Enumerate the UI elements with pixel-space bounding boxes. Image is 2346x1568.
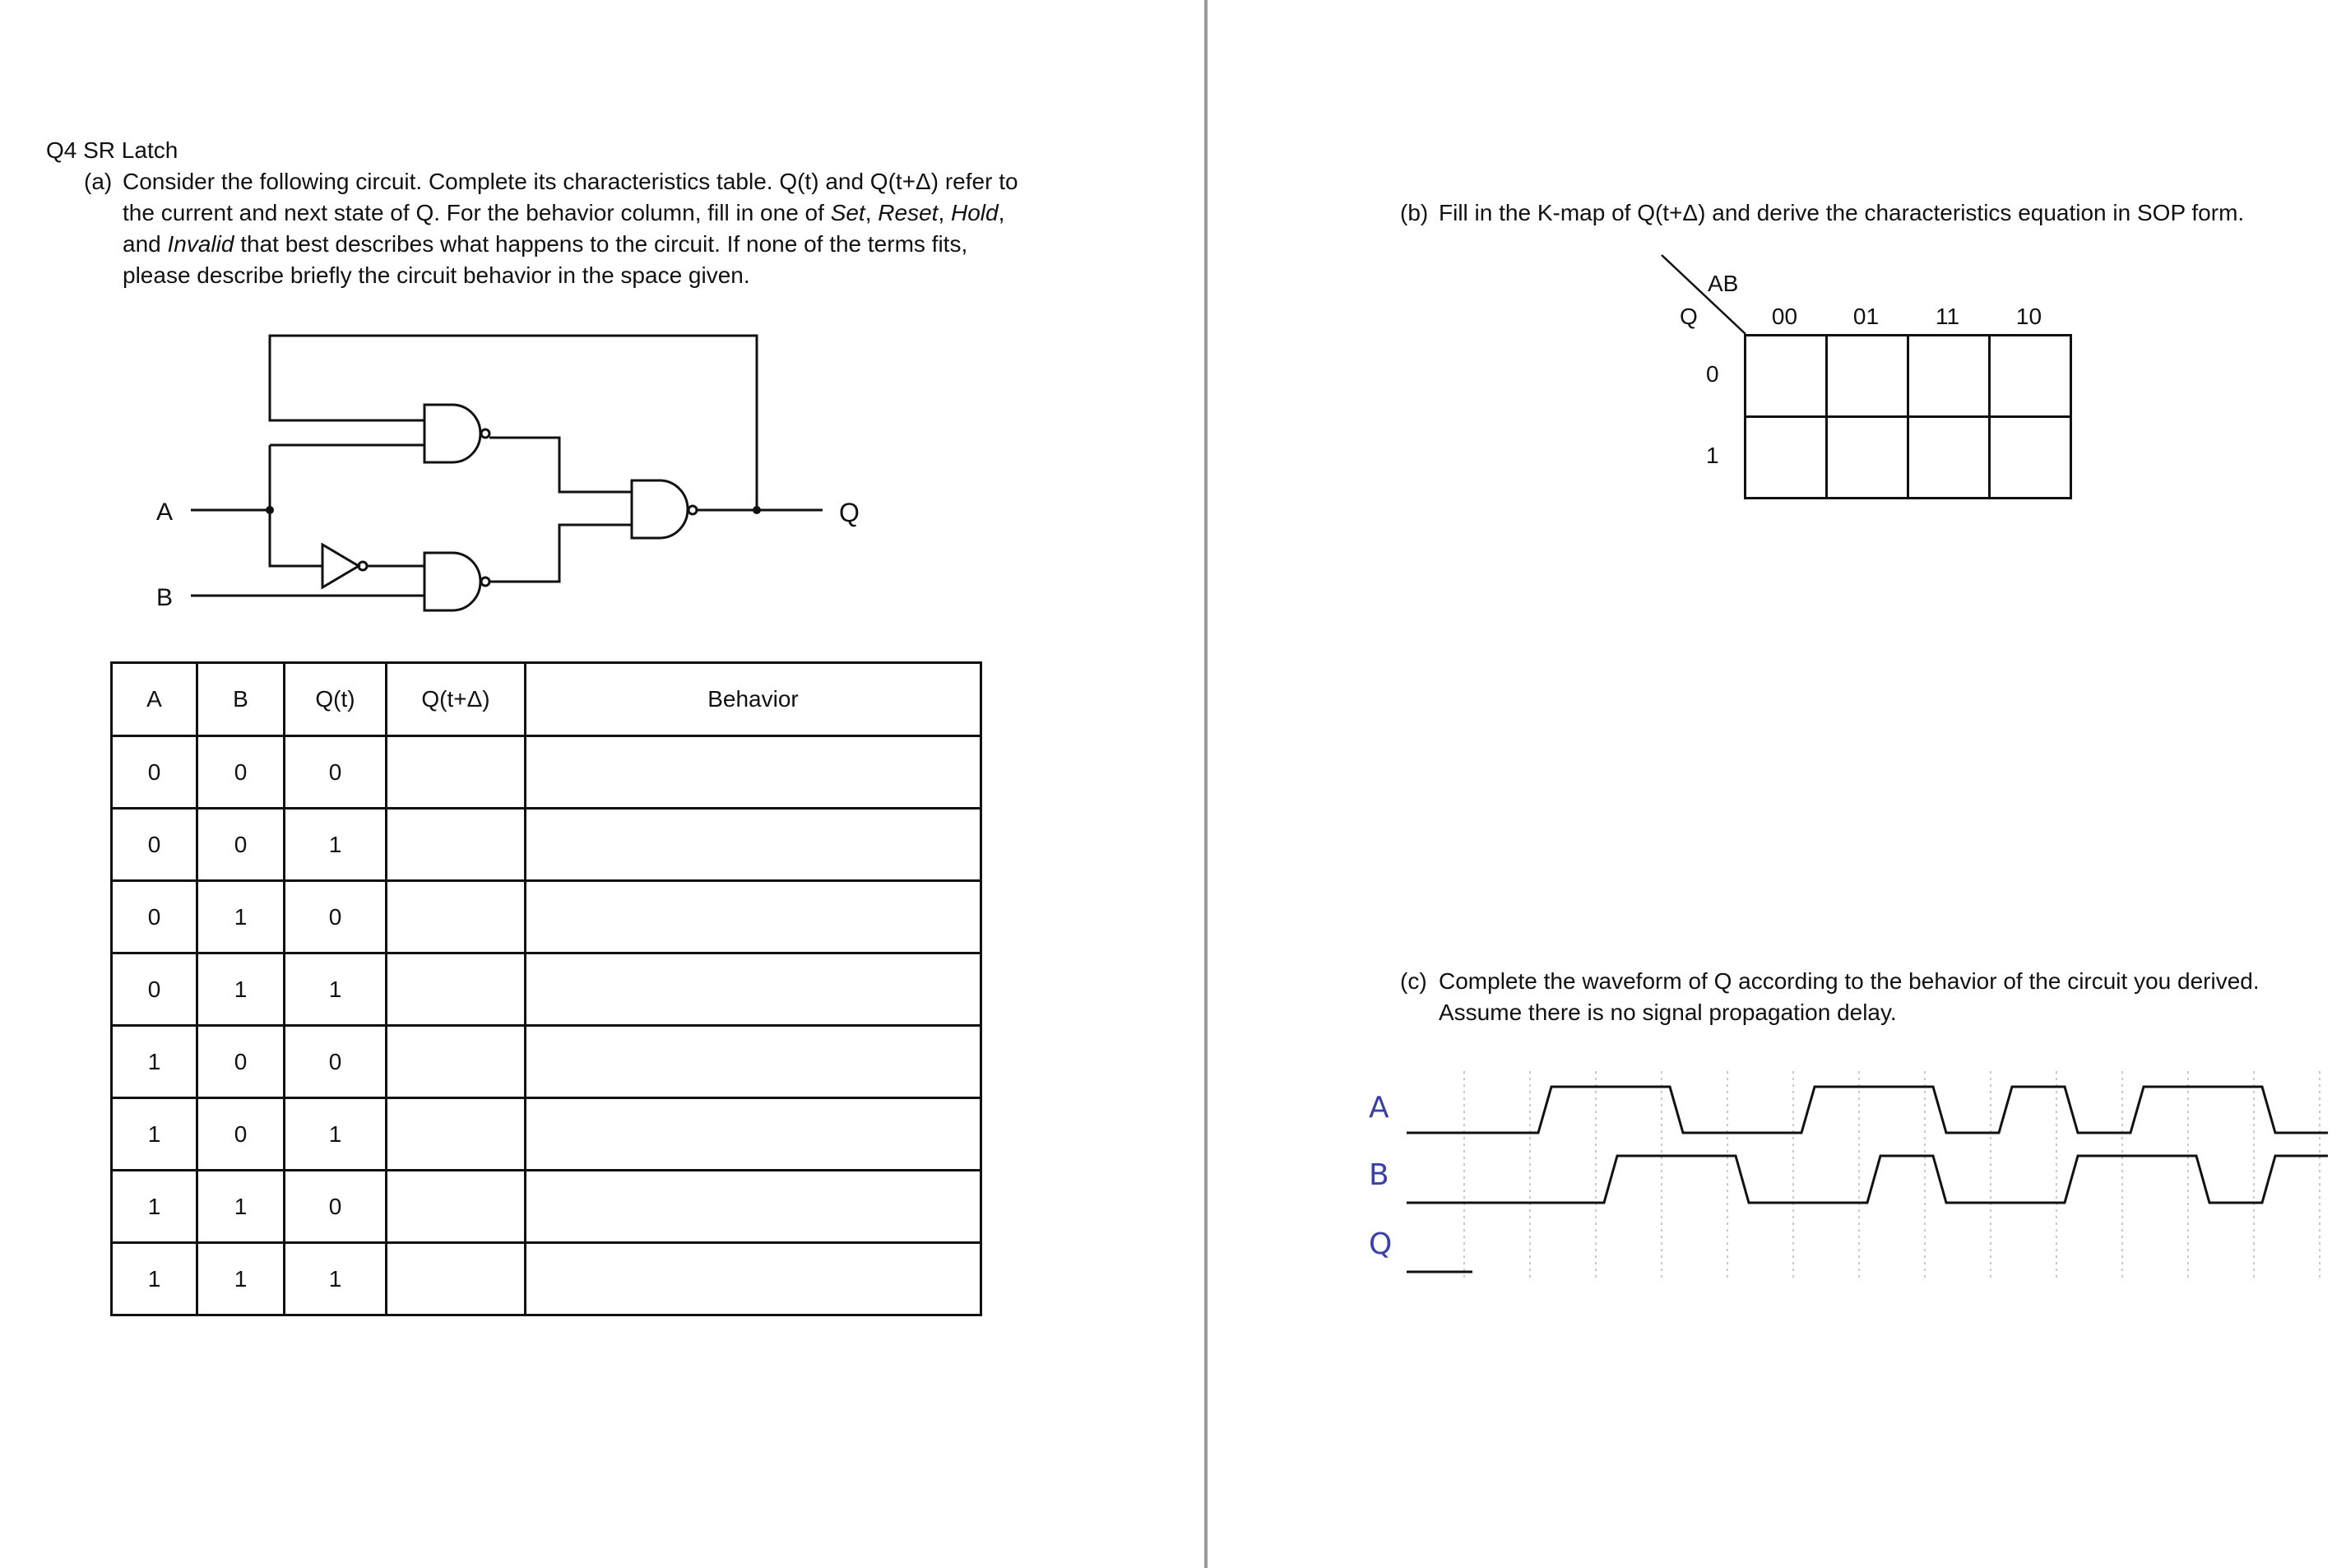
table-cell: 0 — [285, 1171, 387, 1243]
answer-cell[interactable] — [387, 1098, 526, 1171]
wave-label-q: Q — [1369, 1227, 1393, 1261]
part-a-segment: , — [865, 200, 879, 225]
answer-cell[interactable] — [387, 809, 526, 881]
nand-bottom-bubble — [481, 578, 489, 586]
waveform-diagram — [1398, 1061, 2336, 1292]
part-a-marker: (a) — [84, 169, 113, 194]
table-cell: 1 — [285, 1098, 387, 1171]
characteristics-table — [110, 661, 982, 1316]
part-b-text: Fill in the K-map of Q(t+Δ) and derive the characteristics equation in SOP form. — [1439, 200, 2245, 225]
part-a-segment: , — [998, 200, 1005, 225]
nand-top-bubble — [481, 429, 489, 438]
table-cell: 0 — [197, 1026, 285, 1098]
kmap-cell[interactable] — [1988, 415, 2072, 499]
table-header: A — [112, 663, 197, 736]
kmap-col-label: 11 — [1935, 304, 1960, 329]
kmap-row-var: Q — [1680, 304, 1698, 329]
nand-bottom-out-wire — [489, 525, 632, 582]
page-divider — [1204, 0, 1208, 1568]
table-cell: 0 — [197, 1098, 285, 1171]
table-cell: 0 — [285, 881, 387, 953]
answer-cell[interactable] — [526, 1098, 981, 1171]
answer-cell[interactable] — [526, 881, 981, 953]
wave-a-trace — [1407, 1087, 2328, 1133]
kmap-col-label: 01 — [1852, 304, 1880, 329]
inverter-bubble — [359, 562, 367, 570]
part-a-line — [123, 229, 1018, 260]
nand-output-bubble — [688, 506, 697, 514]
table-row — [112, 881, 981, 953]
part-a-line — [123, 197, 1018, 229]
table-row — [112, 736, 981, 809]
input-b-label: B — [156, 584, 174, 611]
feedback-wire — [270, 336, 757, 510]
input-a-label: A — [156, 499, 174, 526]
part-a-segment: Invalid — [167, 231, 234, 257]
table-cell: 1 — [285, 809, 387, 881]
answer-cell[interactable] — [526, 736, 981, 809]
table-cell: 1 — [112, 1243, 197, 1315]
part-a-text — [123, 166, 1018, 291]
kmap-cell[interactable] — [1825, 415, 1909, 499]
answer-cell[interactable] — [526, 1026, 981, 1098]
junction-dot-a — [266, 506, 274, 514]
part-a-segment: Hold — [951, 200, 999, 225]
output-q-label: Q — [839, 498, 860, 527]
part-a-line — [123, 260, 1018, 291]
kmap-row-label: 1 — [1706, 443, 1719, 468]
nand-gate-output — [632, 480, 688, 538]
part-c-marker: (c) — [1400, 968, 1427, 994]
kmap-row-label: 0 — [1706, 361, 1719, 387]
nand-top-out-wire — [489, 438, 632, 492]
nand-gate-top — [424, 405, 480, 462]
answer-cell[interactable] — [387, 1171, 526, 1243]
wave-label-b: B — [1369, 1158, 1389, 1192]
table-cell: 1 — [197, 953, 285, 1026]
answer-cell[interactable] — [387, 736, 526, 809]
part-a-segment: , — [938, 200, 951, 225]
kmap-cell[interactable] — [1907, 415, 1991, 499]
part-a-segment: the current and next state of Q. For the behavior column, fill in one of — [123, 200, 831, 225]
kmap-col-label: 10 — [2015, 304, 2042, 329]
table-cell: 0 — [197, 809, 285, 881]
table-cell: 0 — [285, 736, 387, 809]
part-a-line — [123, 166, 1018, 197]
answer-cell[interactable] — [387, 881, 526, 953]
wave-b-trace — [1407, 1156, 2328, 1203]
table-row — [112, 1026, 981, 1098]
answer-cell[interactable] — [387, 1243, 526, 1315]
table-header: B — [197, 663, 285, 736]
table-cell: 1 — [285, 1243, 387, 1315]
part-c-line-2: Assume there is no signal propagation delay. — [1439, 1000, 1897, 1025]
table-cell: 0 — [197, 736, 285, 809]
table-cell: 0 — [112, 736, 197, 809]
part-a-segment: Reset — [878, 200, 939, 225]
answer-cell[interactable] — [526, 1243, 981, 1315]
table-row — [112, 1171, 981, 1243]
kmap-col-label: 00 — [1771, 304, 1798, 329]
table-cell: 1 — [112, 1171, 197, 1243]
table-cell: 1 — [197, 881, 285, 953]
table-cell: 1 — [112, 1026, 197, 1098]
answer-cell[interactable] — [526, 953, 981, 1026]
table-cell: 0 — [285, 1026, 387, 1098]
kmap-cell[interactable] — [1907, 334, 1991, 418]
answer-cell[interactable] — [387, 953, 526, 1026]
kmap-col-var: AB — [1708, 271, 1739, 296]
part-a-segment: please describe briefly the circuit behavior in the space given. — [123, 262, 750, 288]
table-cell: 0 — [112, 953, 197, 1026]
table-header: Q(t+Δ) — [387, 663, 526, 736]
table-row — [112, 953, 981, 1026]
table-cell: 0 — [112, 881, 197, 953]
kmap-cell[interactable] — [1825, 334, 1909, 418]
answer-cell[interactable] — [387, 1026, 526, 1098]
wave-label-a: A — [1369, 1091, 1389, 1125]
nand-gate-bottom — [424, 553, 480, 610]
table-header: Behavior — [526, 663, 981, 736]
table-header: Q(t) — [285, 663, 387, 736]
table-cell: 1 — [285, 953, 387, 1026]
junction-dot-q — [753, 506, 761, 514]
table-cell: 1 — [197, 1171, 285, 1243]
part-a-segment: and — [123, 231, 168, 257]
table-row — [112, 1098, 981, 1171]
kmap — [1653, 247, 2089, 510]
input-a-branch — [270, 445, 322, 566]
kmap-cell[interactable] — [1988, 334, 2072, 418]
kmap-cell[interactable] — [1744, 334, 1828, 418]
table-cell: 1 — [112, 1098, 197, 1171]
answer-cell[interactable] — [526, 1171, 981, 1243]
table-cell: 1 — [197, 1243, 285, 1315]
answer-cell[interactable] — [526, 809, 981, 881]
part-a-segment: that best describes what happens to the circuit. If none of the terms fits, — [234, 231, 968, 257]
part-b-marker: (b) — [1400, 200, 1429, 225]
sr-latch-circuit — [0, 313, 1152, 625]
table-row — [112, 1243, 981, 1315]
part-a-segment: Consider the following circuit. Complete its characteristics table. Q(t) and Q(t+Δ) refer to — [123, 169, 1018, 194]
inverter-gate — [322, 545, 359, 587]
kmap-cell[interactable] — [1744, 415, 1828, 499]
table-cell: 0 — [112, 809, 197, 881]
part-a-segment: Set — [830, 200, 865, 225]
question-title: Q4 SR Latch — [46, 137, 178, 163]
table-row — [112, 809, 981, 881]
part-c-line-1: Complete the waveform of Q according to the behavior of the circuit you derived. — [1439, 968, 2260, 994]
